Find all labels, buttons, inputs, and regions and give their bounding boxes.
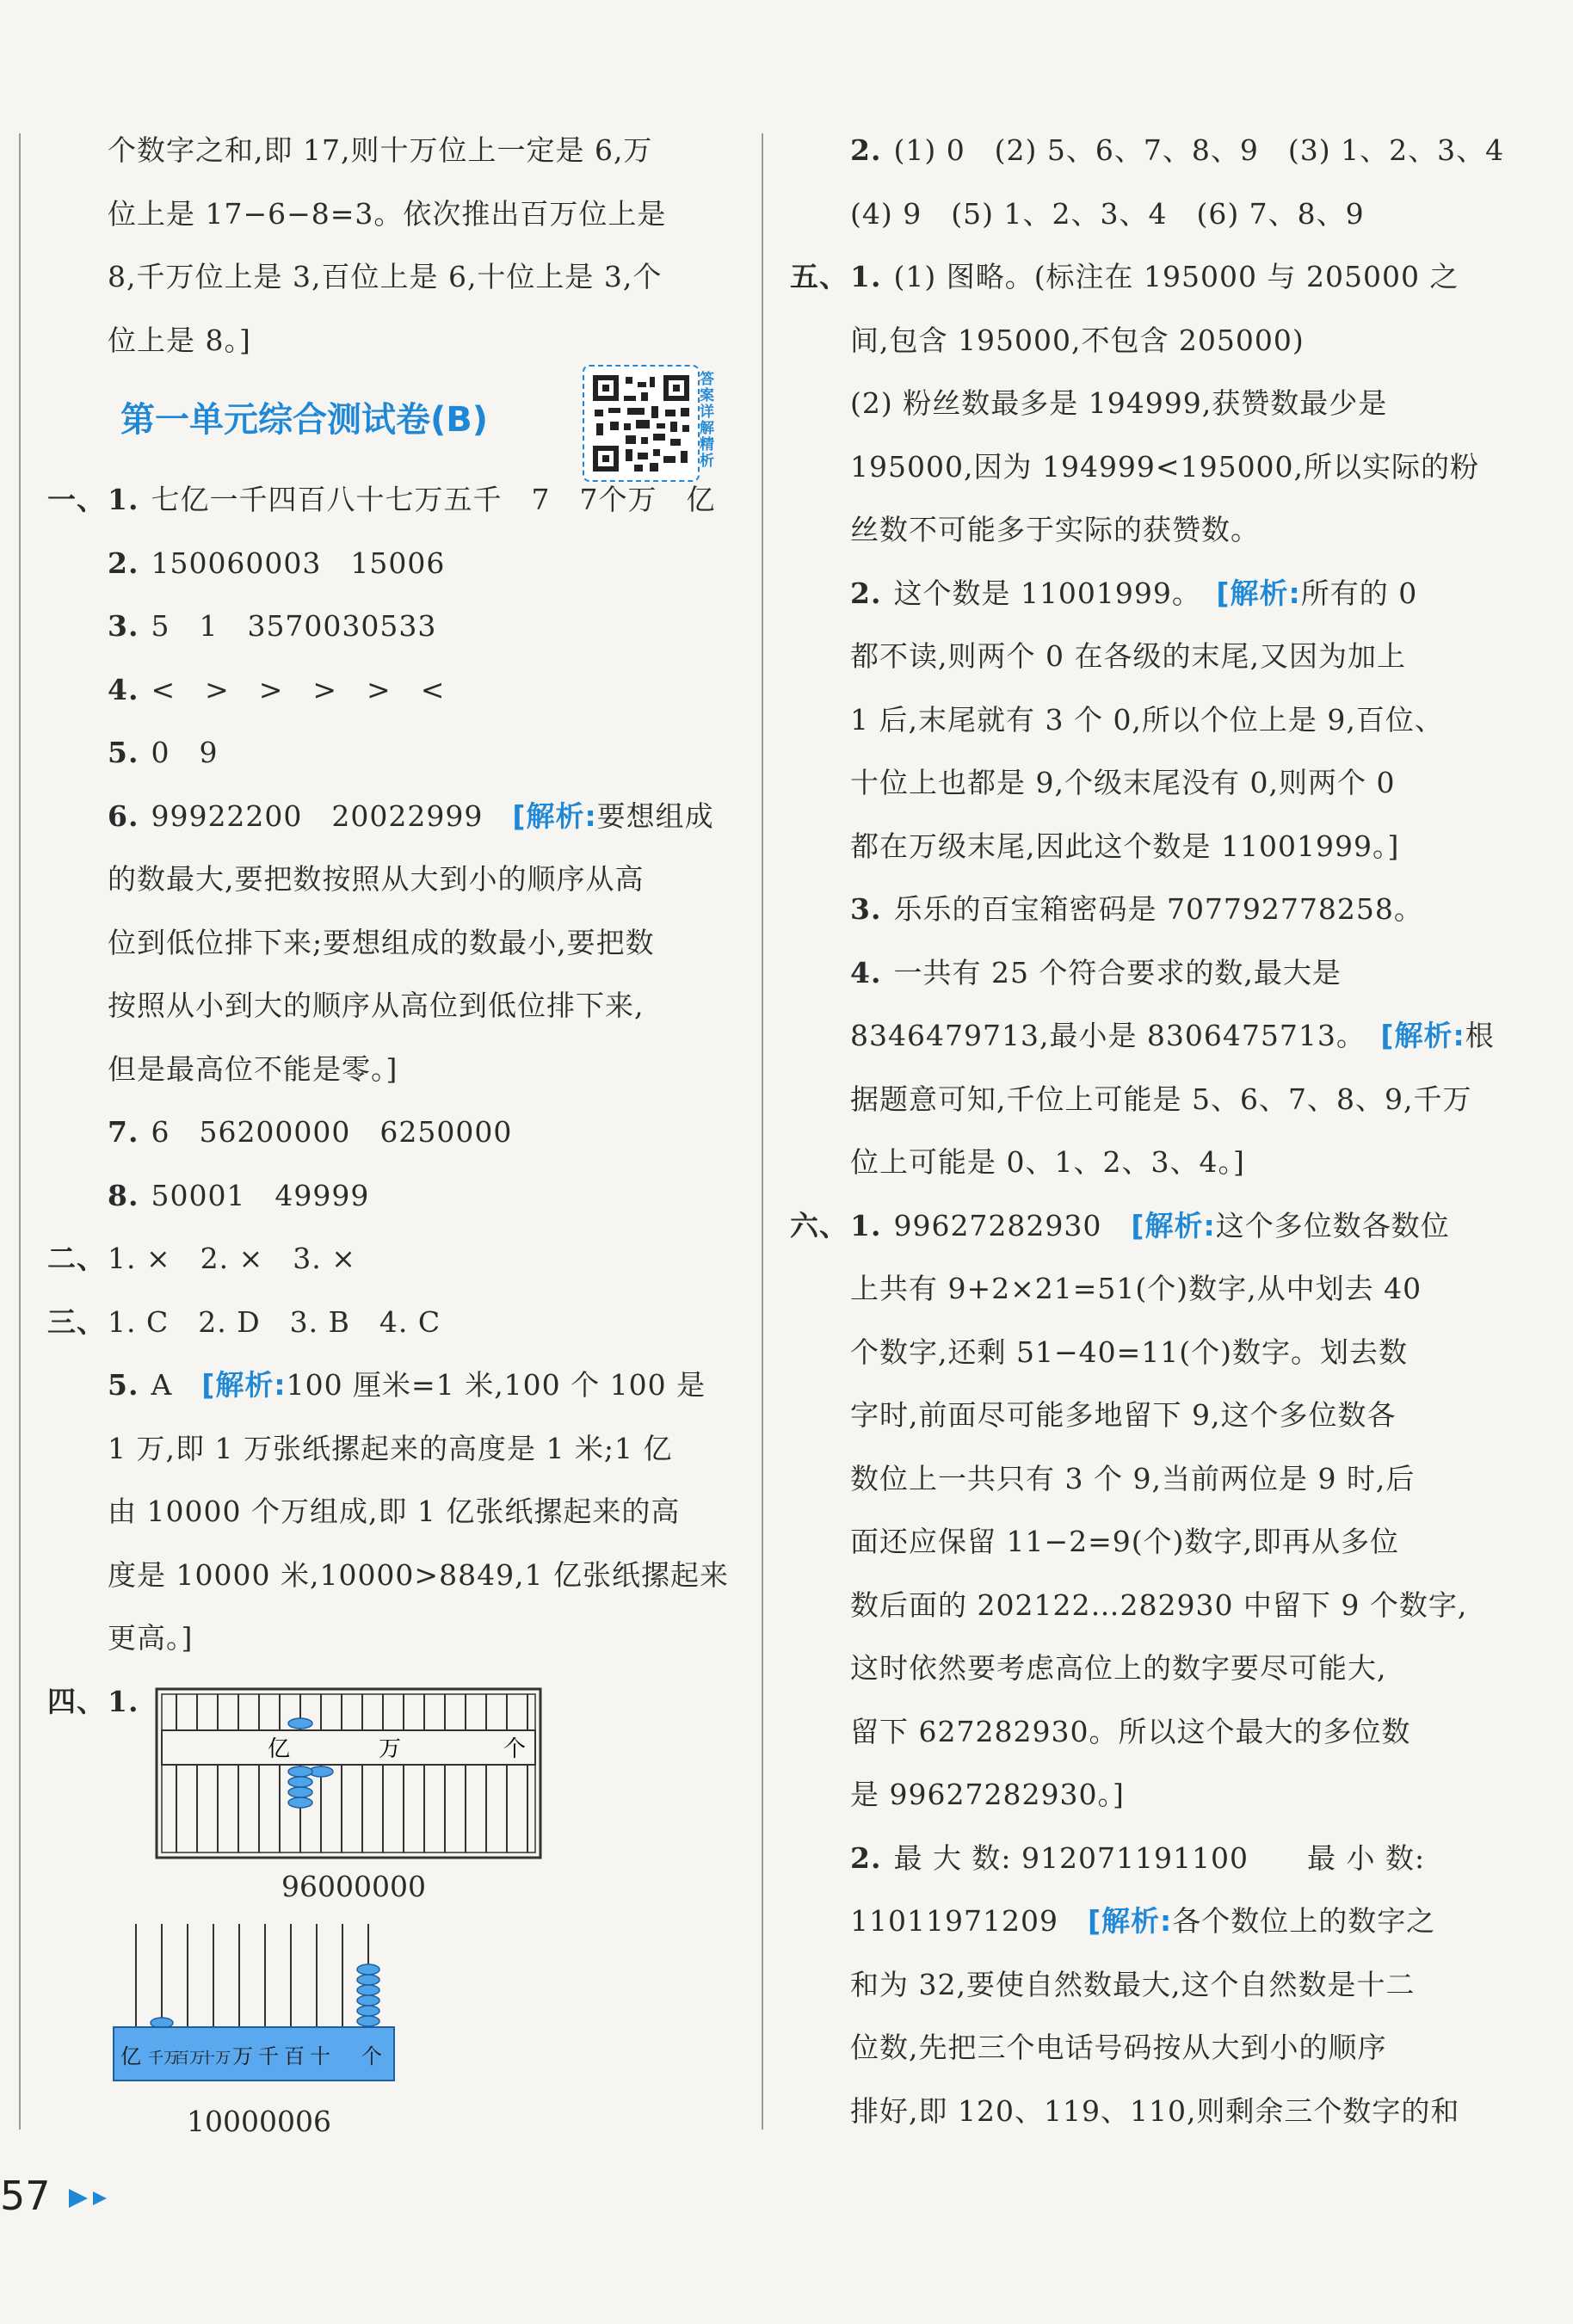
item-number: 5. [108, 736, 139, 769]
text-line: 据题意可知,千位上可能是 5、6、7、8、9,千万 [850, 1082, 1472, 1116]
abacus-value-2: 10000006 [187, 2104, 331, 2138]
answer-line [47, 532, 744, 595]
answer-line [47, 1164, 744, 1228]
text-line: 面还应保留 11−2=9(个)数字,即再从多位 [850, 1525, 1400, 1558]
answer-line [47, 1100, 744, 1164]
answer-text: < > > > > < [151, 672, 446, 706]
item-number: 2. [108, 546, 139, 580]
item-number: 2. [850, 133, 882, 167]
abacus2-label: 千 [258, 2044, 279, 2068]
answer-text: 6 56200000 6250000 [151, 1115, 513, 1149]
section-number: 四、 [47, 1684, 106, 1718]
text-line: 位到低位排下来;要想组成的数最小,要把数 [108, 925, 655, 959]
answer-text: 100 厘米=1 米,100 个 100 是 [286, 1368, 706, 1402]
next-arrows-icon [67, 2185, 119, 2211]
answer-text: 这个数是 11001999。 [893, 576, 1187, 610]
answer-line [47, 1227, 744, 1291]
answer-line [47, 595, 744, 658]
text-line: 间,包含 195000,不包含 205000) [850, 323, 1305, 357]
analysis-tag: [解析: [201, 1368, 287, 1402]
answer-text: (1) 图略。(标注在 195000 与 205000 之 [893, 260, 1459, 293]
analysis-tag: [解析: [512, 798, 597, 833]
item-number: 8. [108, 1178, 139, 1212]
abacus2-label: 千万 [148, 2049, 179, 2068]
item-number: 1. [850, 1208, 882, 1242]
item-number: 3. [850, 892, 882, 926]
abacus-diagram-2 [112, 1924, 404, 2096]
text-line: 位数,先把三个电话号码按从大到小的顺序 [850, 2031, 1387, 2064]
answer-text: 要想组成 [596, 798, 714, 833]
text-line: 个数字,还剩 51−40=11(个)数字。划去数 [850, 1335, 1409, 1369]
abacus-value-1: 96000000 [281, 1869, 426, 1903]
abacus2-label: 十万 [200, 2049, 231, 2068]
answer-text: 8346479713,最小是 8306475713。 [850, 1019, 1352, 1052]
item-number: 5. [108, 1368, 139, 1402]
answer-text: 1. C 2. D 3. B 4. C [108, 1304, 441, 1339]
analysis-tag: [解析: [1216, 576, 1301, 610]
text-line: 的数最大,要把数按照从大到小的顺序从高 [108, 862, 645, 896]
answer-line [790, 245, 1487, 309]
text-line: 位上是 8。] [108, 323, 251, 357]
answer-text: 11011971209 [850, 1904, 1058, 1938]
text-line: 是 99627282930。] [850, 1778, 1125, 1811]
answer-line [790, 1827, 1487, 1890]
text-line: 字时,前面尽可能多地留下 9,这个多位数各 [850, 1398, 1397, 1432]
answer-text: 根 [1465, 1019, 1495, 1052]
abacus-label-ge: 个 [503, 1735, 527, 1762]
text-line: 数后面的 202122…282930 中留下 9 个数字, [850, 1587, 1468, 1622]
item-number: 4. [108, 672, 139, 706]
answer-text: 七亿一千四百八十七万五千 7 7个万 亿 [151, 483, 716, 516]
left-margin-line [19, 133, 21, 2130]
text-line: 都不读,则两个 0 在各级的末尾,又因为加上 [850, 639, 1406, 673]
item-number: 2. [850, 1840, 882, 1875]
answer-line [47, 658, 744, 722]
answer-text: A [151, 1368, 202, 1402]
section-number: 六、 [790, 1208, 848, 1242]
text-line: 位上是 17−6−8=3。依次推出百万位上是 [108, 196, 667, 231]
abacus-section [47, 1670, 744, 2324]
text-line: 但是最高位不能是零。] [108, 1051, 398, 1086]
text-line: 度是 10000 米,10000>8849,1 亿张纸摞起来 [108, 1557, 730, 1592]
text-line: 丝数不可能多于实际的获赞数。 [850, 513, 1260, 546]
text-line: (2) 粉丝数最多是 194999,获赞数最少是 [850, 386, 1388, 420]
item-number: 1. [108, 1684, 139, 1718]
text-line: 位上可能是 0、1、2、3、4。] [850, 1145, 1245, 1179]
qr-code[interactable] [583, 365, 700, 482]
item-number: 1. [108, 483, 139, 516]
left-column [47, 119, 744, 2324]
text-line: 留下 627282930。所以这个最大的多位数 [850, 1714, 1411, 1748]
answer-text: 1. × 2. × 3. × [108, 1242, 356, 1275]
analysis-tag: [解析: [1380, 1019, 1465, 1052]
section-number: 一、 [47, 483, 106, 516]
section-number: 二、 [47, 1242, 106, 1275]
text-line: 上共有 9+2×21=51(个)数字,从中划去 40 [850, 1272, 1422, 1305]
item-number: 2. [850, 576, 882, 610]
section-title [47, 372, 744, 468]
answer-line [790, 562, 1487, 626]
text-line: 都在万级末尾,因此这个数是 11001999。] [850, 829, 1400, 863]
analysis-tag: [解析: [1131, 1208, 1216, 1242]
item-number: 7. [108, 1115, 139, 1149]
qr-code-icon [584, 367, 698, 480]
answer-text: 150060003 15006 [151, 546, 446, 580]
abacus2-label-yi: 亿 [120, 2044, 141, 2068]
answer-text: 这个多位数各数位 [1215, 1208, 1450, 1242]
text-line: 十位上也都是 9,个级末尾没有 0,则两个 0 [850, 766, 1396, 799]
answer-line [47, 785, 744, 848]
column-divider [762, 133, 763, 2130]
answer-line [47, 721, 744, 785]
answer-line [47, 1291, 744, 1354]
abacus2-label: 万 [232, 2044, 253, 2068]
abacus2-label: 百万 [174, 2049, 205, 2068]
analysis-tag: [解析: [1087, 1904, 1173, 1938]
text-line: 1 后,末尾就有 3 个 0,所以个位上是 9,百位、 [850, 702, 1444, 737]
answer-text: (1) 0 (2) 5、6、7、8、9 (3) 1、2、3、4 [893, 133, 1505, 167]
answer-text: 5 1 3570030533 [151, 609, 437, 643]
answer-line [790, 1194, 1487, 1258]
text-line: 这时依然要考虑高位上的数字要尽可能大, [850, 1651, 1387, 1685]
text-line: 数位上一共只有 3 个 9,当前两位是 9 时,后 [850, 1461, 1416, 1495]
answer-line [790, 119, 1505, 182]
item-number: 3. [108, 609, 139, 643]
answer-line [790, 941, 1487, 1005]
abacus2-label: 十 [310, 2044, 330, 2068]
section-number: 三、 [47, 1304, 106, 1339]
answer-text: 各个数位上的数字之 [1172, 1904, 1436, 1938]
text-line: 更高。] [108, 1621, 194, 1655]
section-title-text: 第一单元综合测试卷(B) [120, 400, 489, 440]
item-number: 4. [850, 955, 882, 989]
answer-text: 乐乐的百宝箱密码是 707792778258。 [893, 892, 1423, 926]
text-line: 195000,因为 194999<195000,所以实际的粉 [850, 449, 1480, 484]
answer-text: 最 大 数: 912071191100 最 小 数: [893, 1840, 1426, 1875]
right-column [790, 119, 1505, 2142]
abacus-diagram-1 [155, 1687, 542, 1859]
section-number: 五、 [790, 260, 848, 293]
text-line: 由 10000 个万组成,即 1 亿张纸摞起来的高 [108, 1495, 681, 1528]
text-line: 个数字之和,即 17,则十万位上一定是 6,万 [108, 133, 653, 167]
answer-text: 0 9 [151, 736, 219, 769]
answer-text: 一共有 25 个符合要求的数,最大是 [893, 955, 1342, 989]
answer-text: 所有的 0 [1300, 576, 1418, 610]
text-line: 和为 32,要使自然数最大,这个自然数是十二 [850, 1967, 1416, 2001]
answer-line [790, 1889, 1487, 1953]
item-number: 1. [850, 260, 882, 293]
abacus-label-wan: 万 [379, 1735, 402, 1762]
page-number: 57 [0, 2173, 51, 2219]
abacus-label-yi: 亿 [268, 1735, 291, 1762]
text-line: 排好,即 120、119、110,则剩余三个数字的和 [850, 2093, 1460, 2128]
text-line: 按照从小到大的顺序从高位到低位排下来, [108, 989, 645, 1022]
abacus2-label: 百 [284, 2044, 305, 2068]
answer-text: 99627282930 [893, 1208, 1102, 1242]
text-line: (4) 9 (5) 1、2、3、4 (6) 7、8、9 [850, 196, 1365, 231]
answer-line [47, 468, 744, 532]
answer-text: 50001 49999 [151, 1178, 370, 1212]
answer-line [790, 1004, 1495, 1068]
text-line: 1 万,即 1 万张纸摞起来的高度是 1 米;1 亿 [108, 1431, 673, 1465]
text-line: 8,千万位上是 3,百位上是 6,十位上是 3,个 [108, 260, 663, 293]
answer-text: 99922200 20022999 [151, 798, 513, 833]
abacus2-label: 个 [361, 2044, 382, 2068]
item-number: 6. [108, 798, 139, 833]
answer-line [790, 878, 1487, 941]
qr-caption: 答案详解精析 [700, 371, 714, 470]
answer-line [47, 1353, 744, 1417]
answer-line [47, 1670, 151, 1734]
